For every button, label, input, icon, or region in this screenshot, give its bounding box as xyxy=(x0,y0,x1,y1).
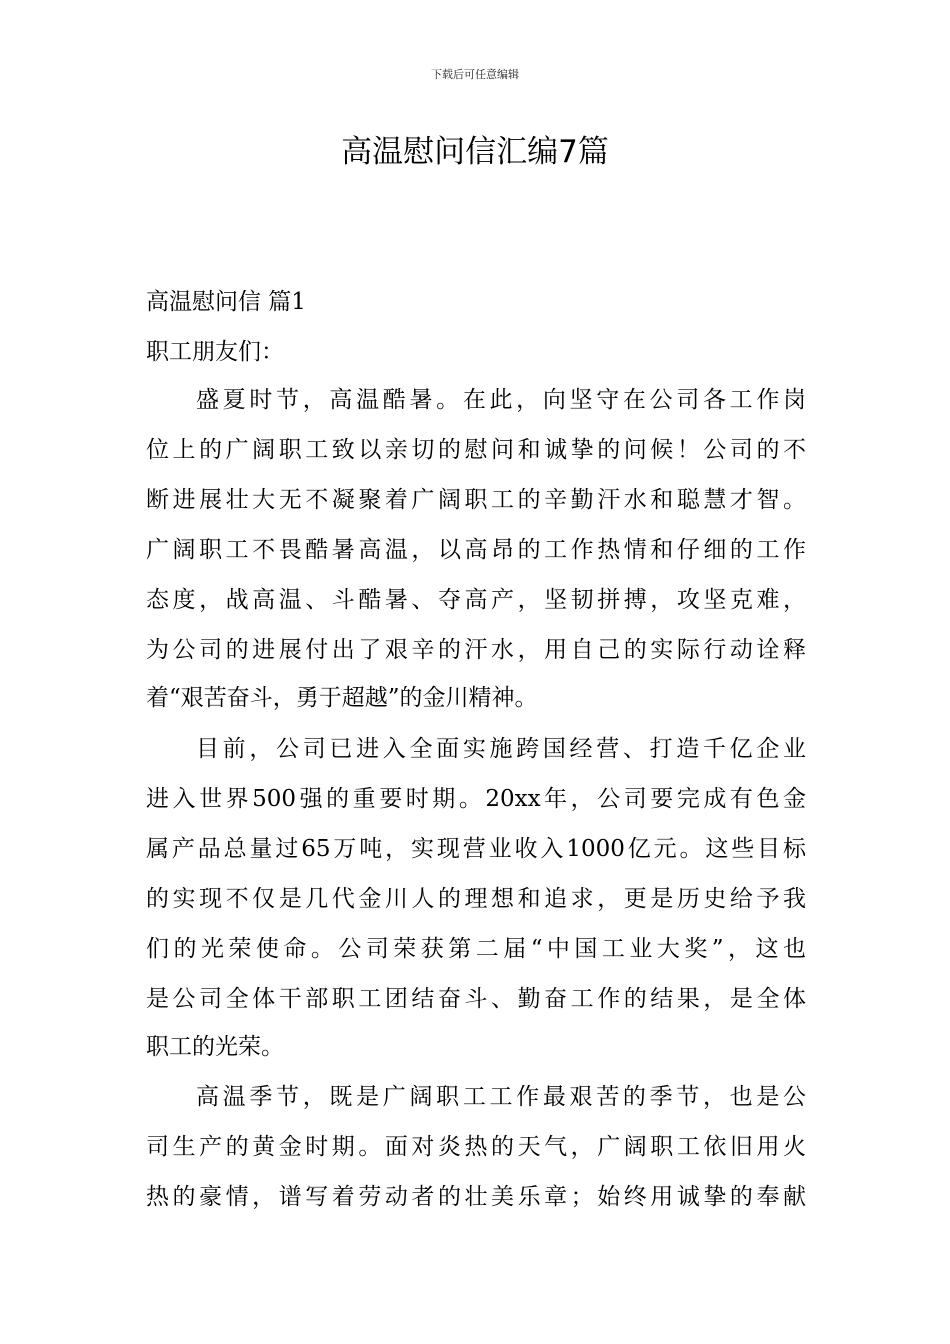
paragraph-line: 热的豪情，谱写着劳动者的壮美乐章；始终用诚挚的奉献 xyxy=(146,1184,806,1210)
paragraph-line: 们的光荣使命。公司荣获第二届“中国工业大奖”，这也 xyxy=(146,936,806,962)
document-title: 高温慰问信汇编7篇 xyxy=(341,134,609,170)
paragraph-line: 属产品总量过65万吨，实现营业收入1000亿元。这些目标 xyxy=(146,836,806,862)
header-note: 下载后可任意编辑 xyxy=(431,68,519,81)
paragraph-line: 司生产的黄金时期。面对炎热的天气，广阔职工依旧用火 xyxy=(146,1134,806,1160)
paragraph-line: 位上的广阔职工致以亲切的慰问和诚挚的问候！公司的不 xyxy=(146,437,806,463)
paragraph-line: 目前，公司已进入全面实施跨国经营、打造千亿企业 xyxy=(196,736,806,762)
paragraph-line: 断进展壮大无不凝聚着广阔职工的辛勤汗水和聪慧才智。 xyxy=(146,487,806,513)
paragraph-line: 盛夏时节，高温酷暑。在此，向坚守在公司各工作岗 xyxy=(196,387,806,413)
paragraph-line: 进入世界500强的重要时期。20xx年，公司要完成有色金 xyxy=(146,786,806,812)
paragraph-line: 广阔职工不畏酷暑高温，以高昂的工作热情和仔细的工作 xyxy=(146,537,806,563)
paragraph-line: 着“艰苦奋斗，勇于超越”的金川精神。 xyxy=(146,685,538,711)
paragraph-line: 职工的光荣。 xyxy=(146,1034,284,1060)
paragraph-line: 是公司全体干部职工团结奋斗、勤奋工作的结果，是全体 xyxy=(146,986,806,1012)
salutation: 职工朋友们： xyxy=(146,339,284,365)
paragraph-line: 高温季节，既是广阔职工工作最艰苦的季节，也是公 xyxy=(196,1084,806,1110)
section-heading: 高温慰问信 篇1 xyxy=(146,289,306,315)
paragraph-line: 为公司的进展付出了艰辛的汗水，用自己的实际行动诠释 xyxy=(146,637,806,663)
paragraph-line: 态度，战高温、斗酷暑、夺高产，坚韧拼搏，攻坚克难， xyxy=(146,587,806,613)
paragraph-line: 的实现不仅是几代金川人的理想和追求，更是历史给予我 xyxy=(146,886,806,912)
